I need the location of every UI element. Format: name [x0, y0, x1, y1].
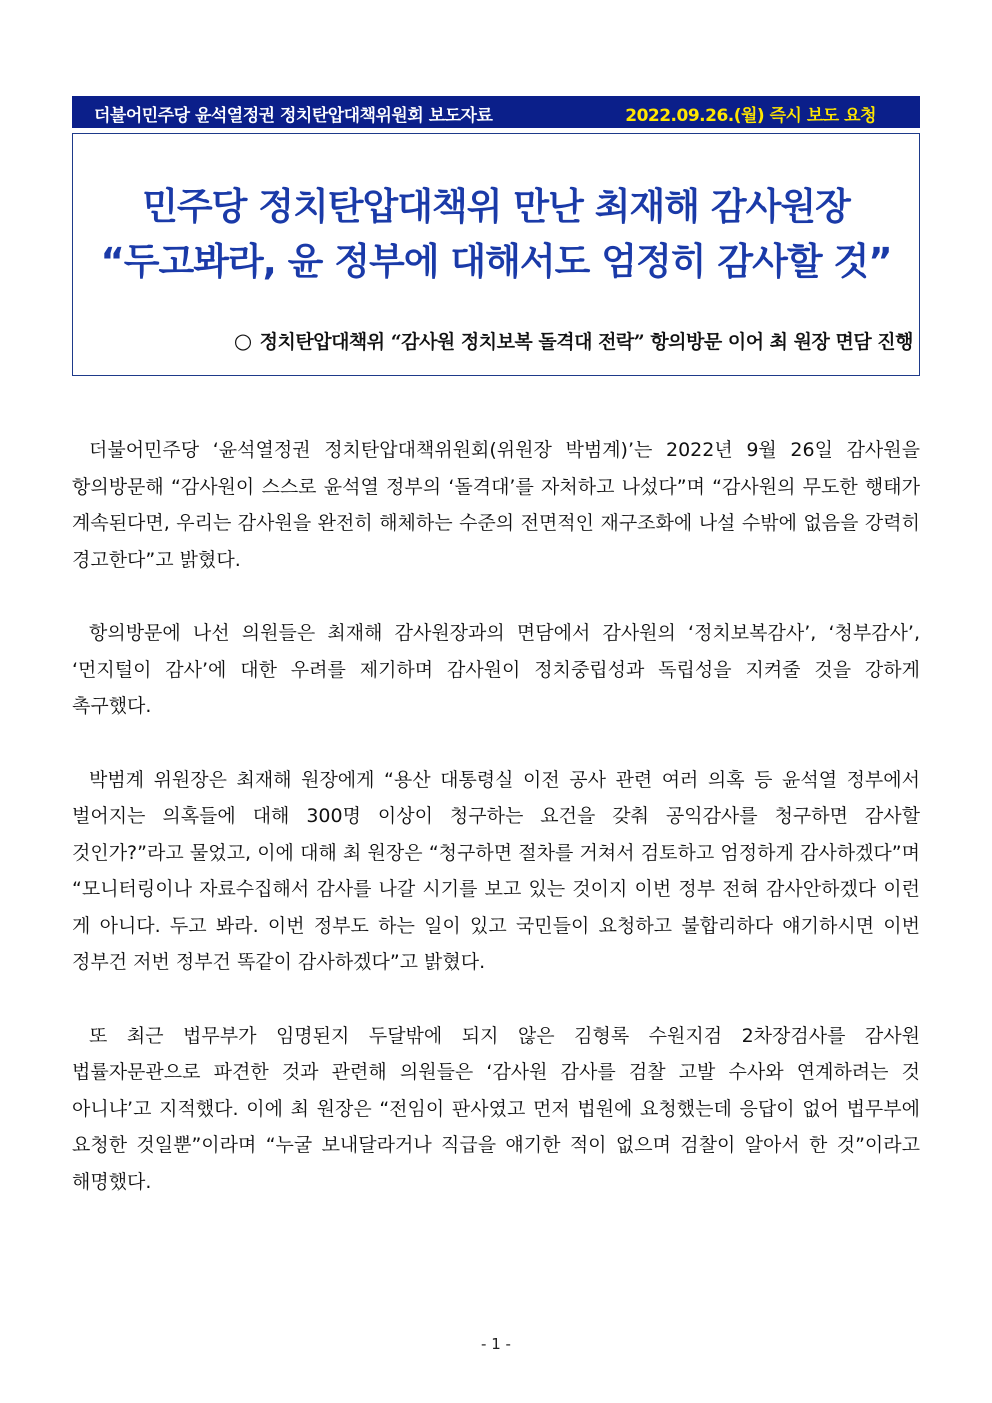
article-body	[72, 432, 920, 1237]
headline-line-1: 민주당 정치탄압대책위 만난 최재해 감사원장	[142, 185, 850, 228]
page-number: - 1 -	[481, 1335, 511, 1353]
paragraph-2: 항의방문에 나선 의원들은 최재해 감사원장과의 면담에서 감사원의 ‘정치보복감사’, ‘청부감사’, ‘먼지털이 감사’에 대한 우려를 제기하며 감사원이 정치중립성과 독립성을 지켜줄 것을 강하게 촉구했다.	[72, 622, 920, 717]
title-box	[72, 133, 920, 376]
headline-line-2: “두고봐라, 윤 정부에 대해서도 엄정히 감사할 것”	[100, 240, 892, 283]
press-release-banner	[72, 96, 920, 128]
subheadline-text: 정치탄압대책위 “감사원 정치보복 돌격대 전락” 항의방문 이어 최 원장 면담 진행	[259, 331, 913, 353]
paragraph-3: 박범계 위원장은 최재해 원장에게 “용산 대통령실 이전 공사 관련 여러 의혹 등 윤석열 정부에서 벌어지는 의혹들에 대해 300명 이상이 청구하는 요건을 갖춰 공익감사를 청구하면 감사할 것인가?”라고 물었고, 이에 대해 최 원장은 “청구하면 절차를 거쳐서 검토하고 엄정하게 감사하겠다”며 “모니터링이나 자료수집해서 감사를 나갈 시기를 보고 있는 것이지 이번 정부 전혀 감사안하겠다 이런 게 아니다. 두고 봐라. 이번 정부도 하는 일이 있고 국민들이 요청하고 불합리하다 얘기하시면 이번 정부건 저번 정부건 똑같이 감사하겠다”고 밝혔다.	[72, 768, 920, 973]
subheadline	[234, 327, 913, 354]
paragraph-4: 또 최근 법무부가 임명된지 두달밖에 되지 않은 김형록 수원지검 2차장검사를 감사원 법률자문관으로 파견한 것과 관련해 의원들은 ‘감사원 감사를 검찰 고발 수사와 연계하려는 것 아니냐’고 지적했다. 이에 최 원장은 “전임이 판사였고 먼저 법원에 요청했는데 응답이 없어 법무부에 요청한 것일뿐”이라며 “누굴 보내달라거나 직급을 얘기한 적이 없으며 검찰이 알아서 한 것”이라고 해명했다.	[72, 1024, 920, 1193]
paragraph-1: 더불어민주당 ‘윤석열정권 정치탄압대책위원회(위원장 박범계)’는 2022년 9월 26일 감사원을 항의방문해 “감사원이 스스로 윤석열 정부의 ‘돌격대’를 자처하고 나섰다”며 “감사원의 무도한 행태가 계속된다면, 우리는 감사원을 완전히 해체하는 수준의 전면적인 재구조화에 나설 수밖에 없음을 강력히 경고한다”고 밝혔다.	[72, 439, 920, 571]
organization-label: 더불어민주당 윤석열정권 정치탄압대책위원회 보도자료	[94, 106, 493, 126]
circle-bullet-icon: ○	[233, 329, 252, 353]
release-date-label: 2022.09.26.(월) 즉시 보도 요청	[625, 106, 876, 126]
